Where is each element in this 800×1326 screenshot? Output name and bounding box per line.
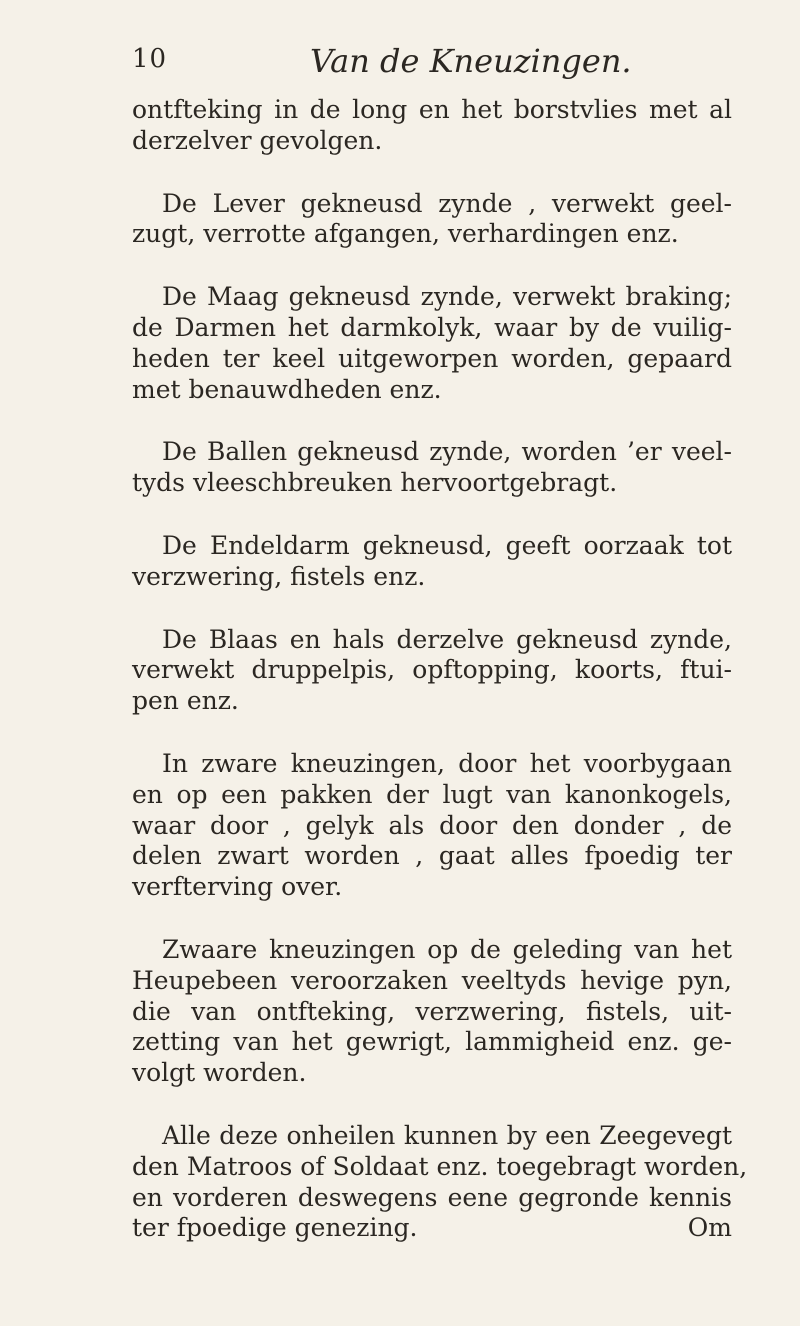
catchword: Om <box>687 1213 732 1243</box>
text-line: De Blaas en hals derzelve gekneusd zynde, <box>162 624 732 654</box>
text-line: verzwering, fistels enz. <box>132 561 426 591</box>
paragraph <box>132 95 732 157</box>
body-text <box>132 95 748 1244</box>
paragraph <box>132 189 732 251</box>
text-line: den Matroos of Soldaat enz. toegebragt worden, <box>132 1151 748 1181</box>
text-line: Zwaare kneuzingen op de geleding van het <box>162 934 732 964</box>
text-line: In zware kneuzingen, door het voorbygaan <box>162 748 732 778</box>
paragraph <box>132 531 732 593</box>
text-line: derzelver gevolgen. <box>132 125 383 155</box>
paragraph <box>132 437 732 499</box>
text-line: De Maag gekneusd zynde, verwekt braking; <box>162 282 732 312</box>
text-line: en vorderen deswegens eene gegronde kennis <box>132 1182 732 1212</box>
text-line: delen zwart worden , gaat alles fpoedig ter <box>132 841 732 871</box>
paragraph <box>132 935 732 1089</box>
text-line: de Darmen het darmkolyk, waar by de vuilig- <box>132 312 732 342</box>
text-line: zetting van het gewrigt, lammigheid enz. ge- <box>132 1027 732 1057</box>
text-line: heden ter keel uitgeworpen worden, gepaard <box>132 343 732 373</box>
text-line: verfterving over. <box>132 872 343 902</box>
page-number: 10 <box>132 44 168 74</box>
text-line: ontfteking in de long en het borstvlies met al <box>132 95 732 124</box>
text-line: tyds vleeschbreuken hervoortgebragt. <box>132 468 618 498</box>
text-line: met benauwdheden enz. <box>132 374 442 404</box>
text-line: De Ballen gekneusd zynde, worden ’er veel- <box>162 437 732 467</box>
text-fragment: ter fpoedige genezing. <box>132 1213 418 1243</box>
text-line: Heupebeen veroorzaken veeltyds hevige pyn, <box>132 965 732 995</box>
running-title: Van de Kneuzingen. <box>310 42 632 80</box>
text-line: verwekt druppelpis, opftopping, koorts, ftui- <box>132 655 732 685</box>
text-line: zugt, verrotte afgangen, verhardingen enz. <box>132 219 679 249</box>
text-line: die van ontfteking, verzwering, fistels, uit- <box>132 996 732 1026</box>
text-line: De Endeldarm gekneusd, geeft oorzaak tot <box>162 530 732 560</box>
text-line: pen enz. <box>132 686 239 716</box>
paragraph <box>132 1120 748 1244</box>
page-header <box>132 44 732 84</box>
paragraph <box>132 282 732 405</box>
text-line: waar door , gelyk als door den donder , de <box>132 810 732 840</box>
paragraph <box>132 625 732 717</box>
text-line: en op een pakken der lugt van kanonkogels, <box>132 779 732 809</box>
text-line: Alle deze onheilen kunnen by een Zeegevegt <box>162 1120 732 1150</box>
text-line <box>132 1213 732 1244</box>
paragraph <box>132 749 732 903</box>
text-line: De Lever gekneusd zynde , verwekt geel- <box>162 188 732 218</box>
text-line: volgt worden. <box>132 1058 307 1088</box>
